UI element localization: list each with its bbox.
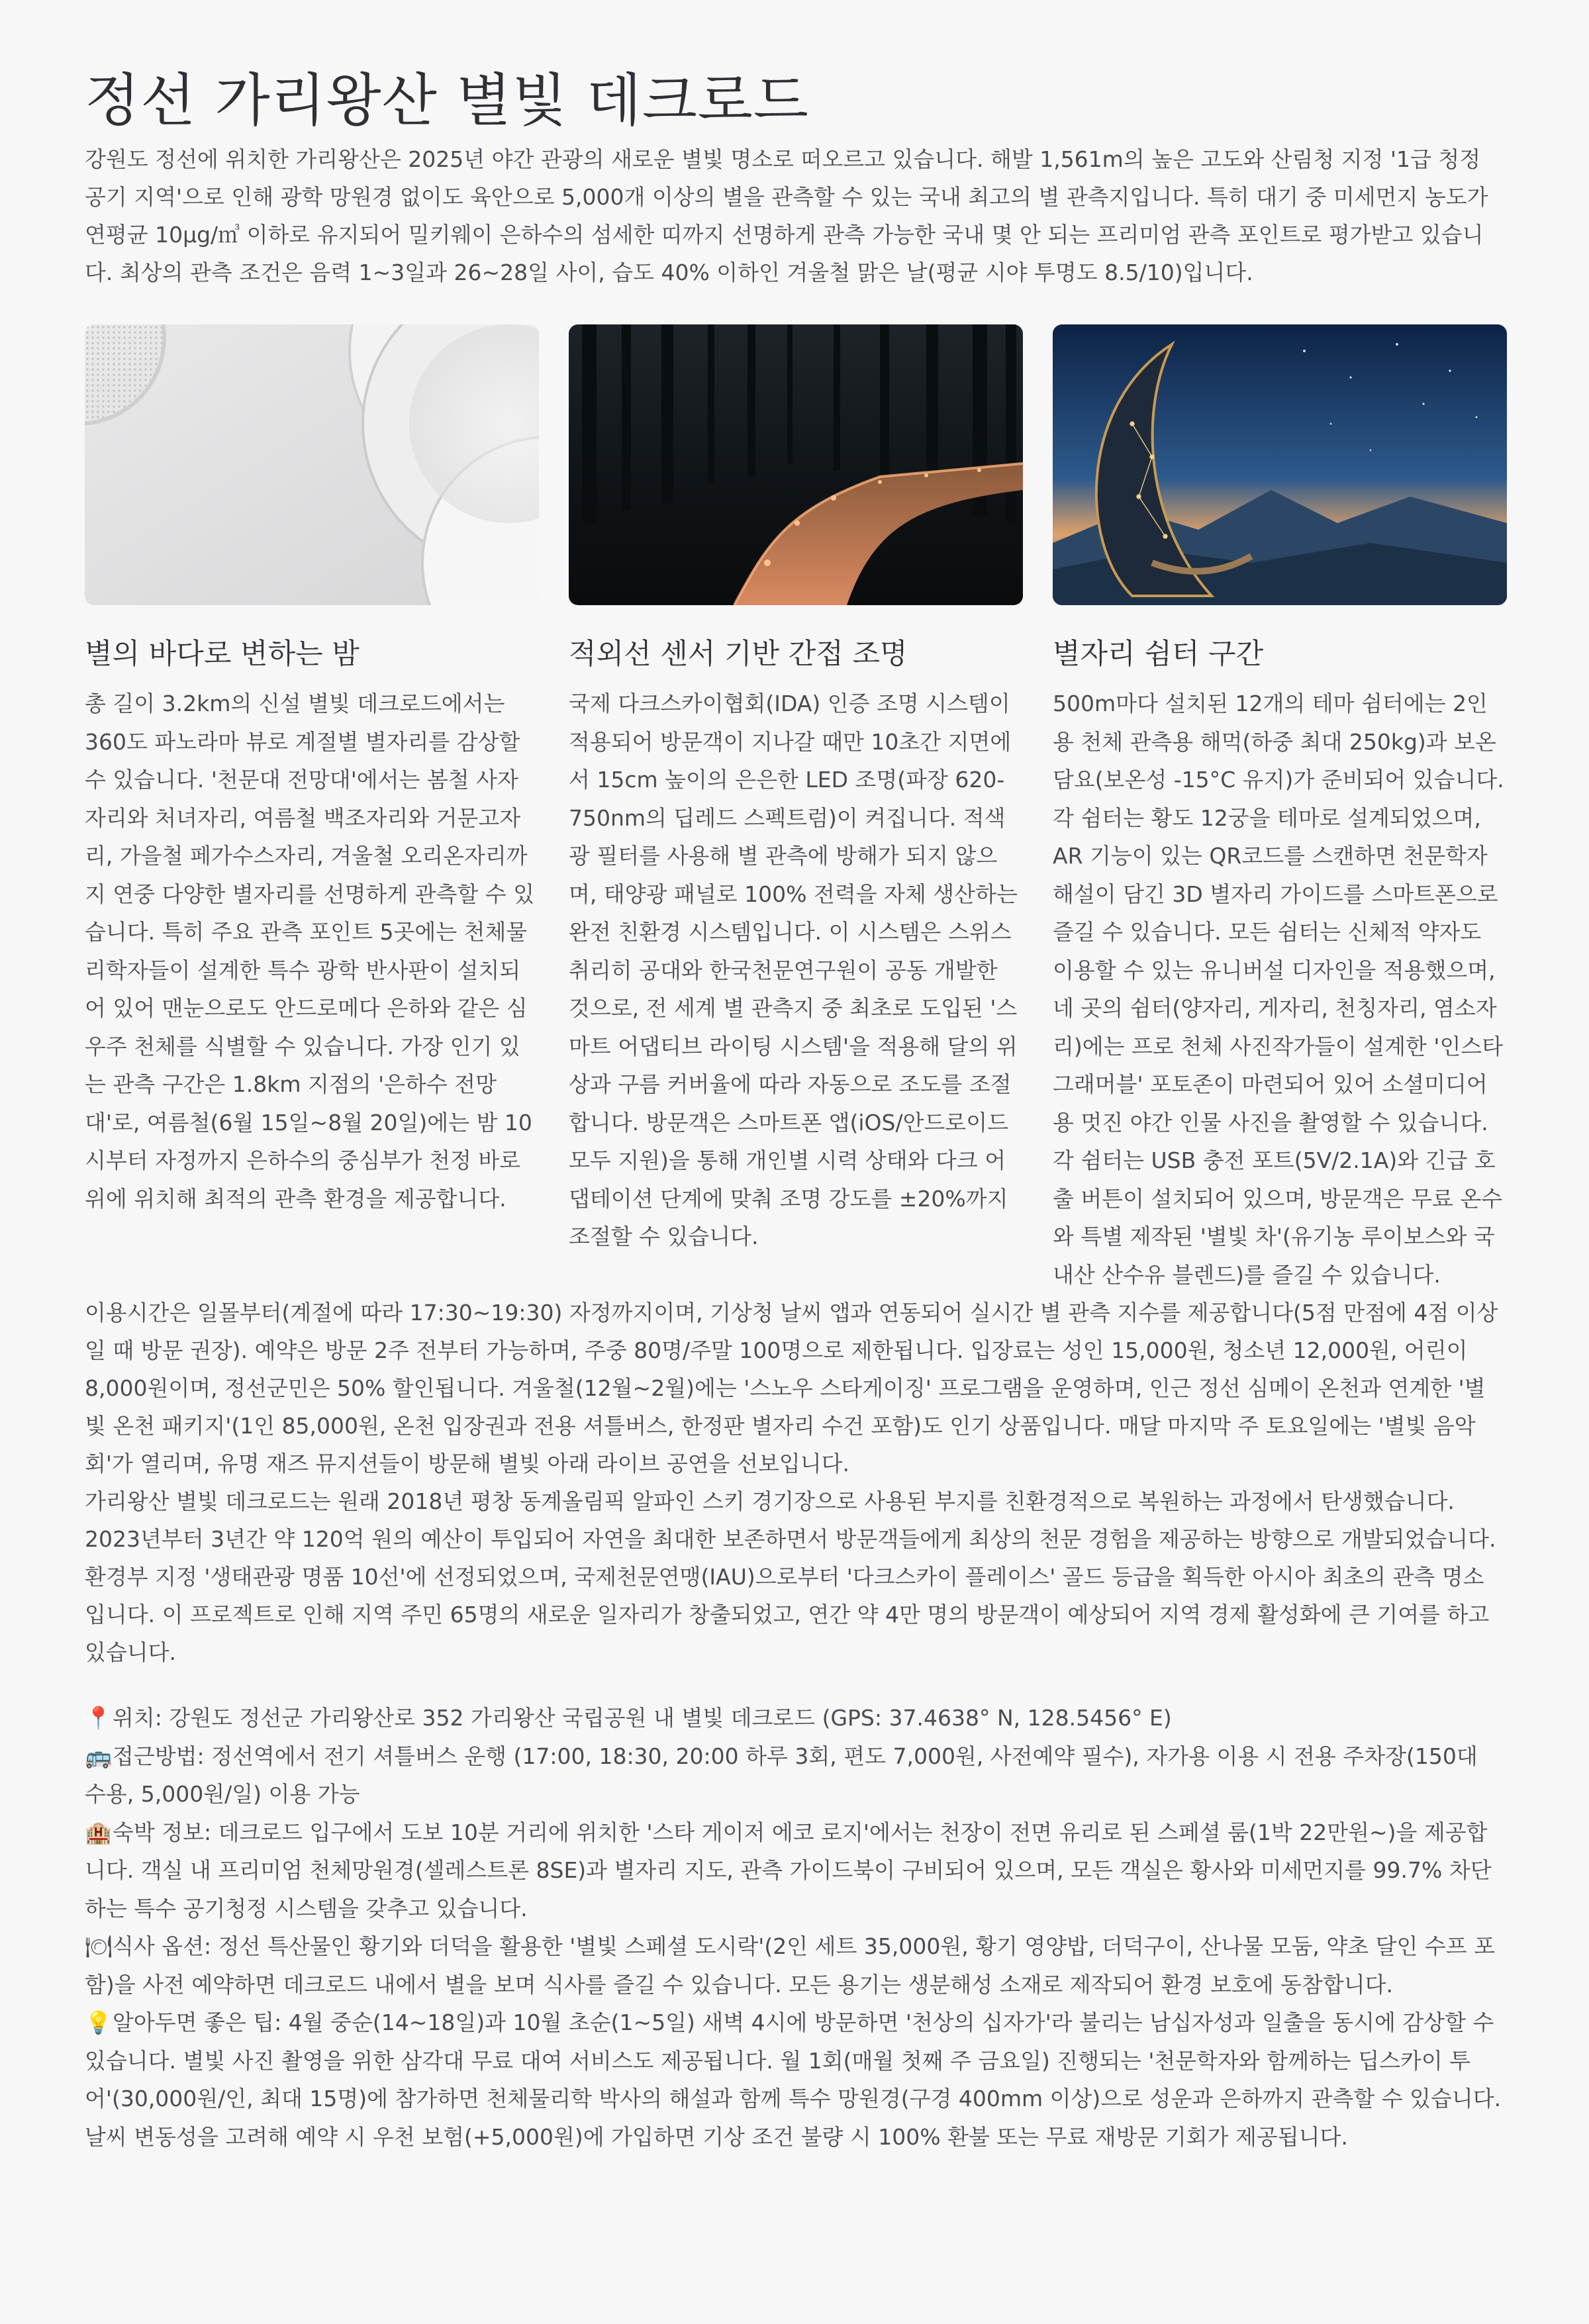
history-paragraph: 가리왕산 별빛 데크로드는 원래 2018년 평창 동계올림픽 알파인 스키 경기장으로 사용된 부지를 친환경적으로 복원하는 과정에서 탄생했습니다. 2023년부터 3년간 약 120억 원의 예산이 투입되어 자연을 최대한 보존하면서 방문객들에게 최상의 천문 경험을 제공하는 방향으로 개발되었습니다. 환경부 지정 '생태관광 명품 10선'에 선정되었으며, 국제천문연맹(IAU)으로부터 '다크스카이 플레이스' 골드 등급을 획득한 아시아 최초의 관측 명소입니다. 이 프로젝트로 인해 지역 주민 65명의 새로운 일자리가 창출되었고, 연간 약 4만 명의 방문객이 예상되어 지역 경제 활성화에 큰 기여를 하고 있습니다. [85, 1488, 1496, 1665]
dining-icon: 🍽 [85, 1933, 113, 1959]
pin-icon: 📍 [85, 1705, 113, 1731]
info-text: 위치: 강원도 정선군 가리왕산로 352 가리왕산 국립공원 내 별빛 데크로드 (GPS: 37.4638° N, 128.5456° E) [113, 1705, 1172, 1731]
info-text: 식사 옵션: 정선 특산물인 황기와 더덕을 활용한 '별빛 스페셜 도시락'(2인 세트 35,000원, 황기 영양밥, 더덕구이, 산나물 모둠, 약초 달인 수프 포함)을 사전 예약하면 데크로드 내에서 별을 보며 식사를 즐길 수 있습니다. 모든 용기는 생분해성 소재로 제작되어 환경 보호에 동참합니다. [85, 1933, 1496, 1998]
info-tips [85, 2004, 1504, 2156]
info-dining [85, 1927, 1504, 2004]
feature-columns [85, 324, 1504, 1294]
info-list [85, 1699, 1504, 2156]
feature-heading: 적외선 센서 기반 간접 조명 [569, 638, 908, 671]
feature-heading: 별의 바다로 변하는 밤 [85, 638, 360, 671]
info-access [85, 1737, 1504, 1814]
info-lodging [85, 1814, 1504, 1928]
feature-column-3 [1053, 324, 1507, 1294]
forest-boardwalk-image [569, 324, 1023, 605]
bus-icon: 🚌 [85, 1743, 113, 1769]
intro-paragraph: 강원도 정선에 위치한 가리왕산은 2025년 야간 관광의 새로운 별빛 명소로 떠오르고 있습니다. 해발 1,561m의 높은 고도와 산림청 지정 '1급 청정 공기 지역'으로 인해 광학 망원경 없이도 육안으로 5,000개 이상의 별을 관측할 수 있는 국내 최고의 별 관측지입니다. 특히 대기 중 미세먼지 농도가 연평균 10μg/㎥ 이하로 유지되어 밀키웨이 은하수의 섬세한 띠까지 선명하게 관측 가능한 국내 몇 안 되는 프리미엄 관측 포인트로 평가받고 있습니다. 최상의 관측 조건은 음력 1~3일과 26~28일 사이, 습도 40% 이하인 겨울철 맑은 날(평균 시야 투명도 8.5/10)입니다. [85, 146, 1488, 285]
feature-column-2 [569, 324, 1023, 1294]
info-location [85, 1699, 1504, 1737]
feature-heading: 별자리 쉼터 구간 [1053, 638, 1264, 671]
crescent-moon-shelter-image [1053, 324, 1507, 605]
abstract-white-image [85, 324, 539, 605]
hotel-icon: 🏨 [85, 1819, 113, 1845]
feature-column-1 [85, 324, 539, 1294]
feature-text: 500m마다 설치된 12개의 테마 쉼터에는 2인용 천체 관측용 해먹(하중 최대 250kg)과 보온담요(보온성 -15°C 유지)가 준비되어 있습니다. 각 쉼터는 황도 12궁을 테마로 설계되었으며, AR 기능이 있는 QR코드를 스캔하면 천문학자 해설이 담긴 3D 별자리 가이드를 스마트폰으로 즐길 수 있습니다. 모든 쉼터는 신체적 약자도 이용할 수 있는 유니버설 디자인을 적용했으며, 네 곳의 쉼터(양자리, 게자리, 천칭자리, 염소자리)에는 프로 천체 사진작가들이 설계한 '인스타그래머블' 포토존이 마련되어 있어 소셜미디어용 멋진 야간 인물 사진을 촬영할 수 있습니다. 각 쉼터는 USB 충전 포트(5V/2.1A)와 긴급 호출 버튼이 설치되어 있으며, 방문객은 무료 온수와 특별 제작된 '별빛 차'(유기농 루이보스와 국내산 산수유 블렌드)를 즐길 수 있습니다. [1053, 691, 1504, 1288]
page-title: 정선 가리왕산 별빛 데크로드 [85, 68, 809, 134]
info-text: 접근방법: 정선역에서 전기 셔틀버스 운행 (17:00, 18:30, 20:00 하루 3회, 편도 7,000원, 사전예약 필수), 자가용 이용 시 전용 주차장(150대 수용, 5,000원/일) 이용 가능 [85, 1743, 1478, 1807]
feature-text: 국제 다크스카이협회(IDA) 인증 조명 시스템이 적용되어 방문객이 지나갈 때만 10초간 지면에서 15cm 높이의 은은한 LED 조명(파장 620-750nm의 딥레드 스펙트럼)이 켜집니다. 적색광 필터를 사용해 별 관측에 방해가 되지 않으며, 태양광 패널로 100% 전력을 자체 생산하는 완전 친환경 시스템입니다. 이 시스템은 스위스 취리히 공대와 한국천문연구원이 공동 개발한 것으로, 전 세계 별 관측지 중 최초로 도입된 '스마트 어댑티브 라이팅 시스템'을 적용해 달의 위상과 구름 커버율에 따라 자동으로 조도를 조절합니다. 방문객은 스마트폰 앱(iOS/안드로이드 모두 지원)을 통해 개인별 시력 상태와 다크 어댑테이션 단계에 맞춰 조명 강도를 ±20%까지 조절할 수 있습니다. [569, 691, 1018, 1249]
feature-text: 총 길이 3.2km의 신설 별빛 데크로드에서는 360도 파노라마 뷰로 계절별 별자리를 감상할 수 있습니다. '천문대 전망대'에서는 봄철 사자자리와 처녀자리, 여름철 백조자리와 거문고자리, 가을철 페가수스자리, 겨울철 오리온자리까지 연중 다양한 별자리를 선명하게 관측할 수 있습니다. 특히 주요 관측 포인트 5곳에는 천체물리학자들이 설계한 특수 광학 반사판이 설치되어 있어 맨눈으로도 안드로메다 은하와 같은 심우주 천체를 식별할 수 있습니다. 가장 인기 있는 관측 구간은 1.8km 지점의 '은하수 전망대'로, 여름철(6월 15일~8월 20일)에는 밤 10시부터 자정까지 은하수의 중심부가 천정 바로 위에 위치해 최적의 관측 환경을 제공합니다. [85, 691, 535, 1212]
info-text: 숙박 정보: 데크로드 입구에서 도보 10분 거리에 위치한 '스타 게이저 에코 로지'에서는 천장이 전면 유리로 된 스페셜 룸(1박 22만원~)을 제공합니다. 객실 내 프리미엄 천체망원경(셀레스트론 8SE)과 별자리 지도, 관측 가이드북이 구비되어 있으며, 모든 객실은 황사와 미세먼지를 99.7% 차단하는 특수 공기청정 시스템을 갖추고 있습니다. [85, 1819, 1492, 1921]
hours-pricing-paragraph: 이용시간은 일몰부터(계절에 따라 17:30~19:30) 자정까지이며, 기상청 날씨 앱과 연동되어 실시간 별 관측 지수를 제공합니다(5점 만점에 4점 이상일 때 방문 권장). 예약은 방문 2주 전부터 가능하며, 주중 80명/주말 100명으로 제한됩니다. 입장료는 성인 15,000원, 청소년 12,000원, 어린이 8,000원이며, 정선군민은 50% 할인됩니다. 겨울철(12월~2월)에는 '스노우 스타게이징' 프로그램을 운영하며, 인근 정선 심메이 온천과 연계한 '별빛 온천 패키지'(1인 85,000원, 온천 입장권과 전용 셔틀버스, 한정판 별자리 수건 포함)도 인기 상품입니다. 매달 마지막 주 토요일에는 '별빛 음악회'가 열리며, 유명 재즈 뮤지션들이 방문해 별빛 아래 라이브 공연을 선보입니다. [85, 1300, 1498, 1477]
info-text: 알아두면 좋은 팁: 4월 중순(14~18일)과 10월 초순(1~5일) 새벽 4시에 방문하면 '천상의 십자가'라 불리는 남십자성과 일출을 동시에 감상할 수 있습니다. 별빛 사진 촬영을 위한 삼각대 무료 대여 서비스도 제공됩니다. 월 1회(매월 첫째 주 금요일) 진행되는 '천문학자와 함께하는 딥스카이 투어'(30,000원/인, 최대 15명)에 참가하면 천체물리학 박사의 해설과 함께 특수 망원경(구경 400mm 이상)으로 성운과 은하까지 관측할 수 있습니다. 날씨 변동성을 고려해 예약 시 우천 보험(+5,000원)에 가입하면 기상 조건 불량 시 100% 환불 또는 무료 재방문 기회가 제공됩니다. [85, 2009, 1502, 2150]
lightbulb-icon: 💡 [85, 2009, 113, 2035]
